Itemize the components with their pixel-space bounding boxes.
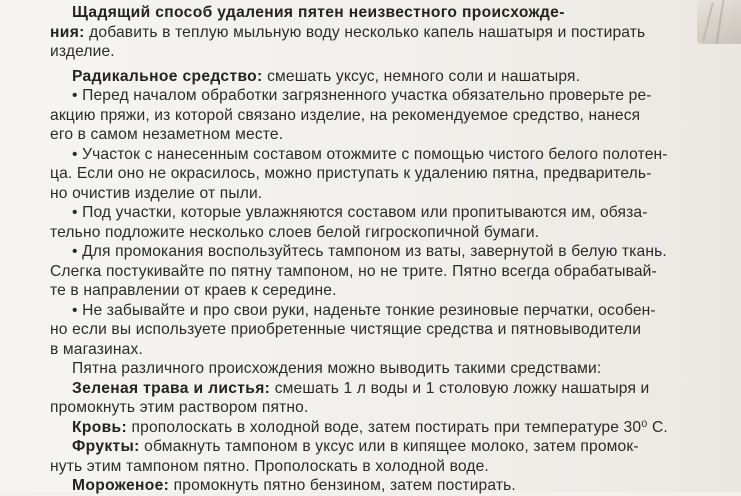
text-line (50, 223, 700, 243)
article-text (50, 3, 700, 496)
text-line (50, 398, 700, 418)
paragraph-bullet-test-yarn (50, 86, 700, 145)
line-text: те в направлении от краев к середине. (50, 282, 337, 299)
paragraph-grass-leaves (50, 379, 700, 418)
bold-heading: Щадящий способ удаления пятен неизвестного происхожде- (72, 4, 565, 21)
line-text: добавить в теплую мыльную воду несколько капель нашатыря и постирать (84, 23, 646, 41)
line-text: • Участок с нанесенным составом отожмите с помощью чистого белого полотен- (72, 145, 668, 163)
text-line (50, 67, 700, 87)
text-line (50, 86, 700, 106)
line-text: смешать 1 л воды и 1 столовую ложку нашатыря и (270, 379, 650, 397)
line-text: • Для промокания воспользуйтесь тампоном из ваты, завернутой в белую ткань. (72, 243, 667, 260)
line-text: промокнуть пятно бензином, затем постирать. (169, 477, 516, 494)
line-text: • Не забывайте и про свои руки, наденьте тонкие резиновые перчатки, особен- (72, 301, 656, 319)
text-line (50, 184, 700, 204)
paragraph-bullet-gloves (50, 301, 700, 360)
text-line (50, 437, 700, 457)
bold-heading: Мороженое: (72, 477, 170, 494)
text-line (50, 281, 700, 301)
bold-heading: Кровь: (72, 418, 128, 436)
line-text: нуть этим тампоном пятно. Прополоскать в холодной воде. (50, 457, 489, 475)
bold-heading: Фрукты: (72, 438, 140, 455)
text-line (50, 320, 700, 340)
paragraph-ice-cream (50, 476, 700, 496)
page-corner-decoration (697, 0, 741, 44)
bold-heading: ния: (50, 23, 85, 41)
paragraph-bullet-paper-layers (50, 203, 700, 242)
line-text: тельно подложите несколько слоев белой гигроскопичной бумаги. (50, 223, 540, 241)
text-line (50, 418, 700, 438)
text-line (50, 457, 700, 477)
paragraph-fruits (50, 437, 700, 476)
text-line (50, 359, 700, 379)
text-line (50, 262, 700, 282)
line-text: ца. Если оно не окрасилось, можно приступать к удалению пятна, предваритель- (50, 165, 652, 182)
text-line (50, 106, 700, 126)
line-text: обмакнуть тампоном в уксус или в кипящее молоко, затем промок- (139, 438, 639, 455)
text-line (50, 125, 700, 145)
line-text: прополоскать в холодной воде, затем постирать при температуре 30⁰ С. (127, 418, 668, 436)
line-text: в магазинах. (50, 340, 143, 358)
line-text: смешать уксус, немного соли и нашатыря. (262, 67, 581, 85)
text-line (50, 3, 700, 23)
line-text: • Под участки, которые увлажняются составом или пропитываются им, обяза- (72, 204, 648, 221)
line-text: промокнуть этим раствором пятно. (50, 399, 309, 416)
text-line (50, 301, 700, 321)
text-line (50, 340, 700, 360)
line-text: • Перед началом обработки загрязненного участка обязательно проверьте ре- (72, 87, 652, 104)
text-line (50, 164, 700, 184)
text-line (50, 242, 700, 262)
line-text: Пятна различного происхождения можно выводить такими средствами: (72, 360, 602, 377)
bold-heading: Зеленая трава и листья: (72, 379, 271, 397)
paragraph-stain-intro (50, 359, 700, 379)
line-text: но очистив изделие от пыли. (50, 184, 263, 202)
text-line (50, 145, 700, 165)
paragraph-radical-remedy (50, 67, 700, 87)
text-line (50, 476, 700, 496)
line-text: акцию пряжи, из которой связано изделие, на рекомендуемое средство, нанеся (50, 106, 641, 124)
paragraph-blood (50, 418, 700, 438)
text-line (50, 42, 700, 62)
line-text: но если вы используете приобретенные чистящие средства и пятновыводители (50, 321, 642, 338)
text-line (50, 203, 700, 223)
paragraph-bullet-cotton-swab (50, 242, 700, 301)
text-line (50, 23, 700, 43)
text-line (50, 379, 700, 399)
line-text: Слегка постукивайте по пятну тампоном, но не трите. Пятно всегда обрабатывай- (50, 262, 657, 280)
paragraph-bullet-press-towel (50, 145, 700, 204)
line-text: его в самом незаметном месте. (50, 126, 284, 143)
paragraph-gentle-method (50, 3, 700, 62)
line-text: изделие. (50, 43, 115, 60)
bold-heading: Радикальное средство: (72, 67, 263, 85)
